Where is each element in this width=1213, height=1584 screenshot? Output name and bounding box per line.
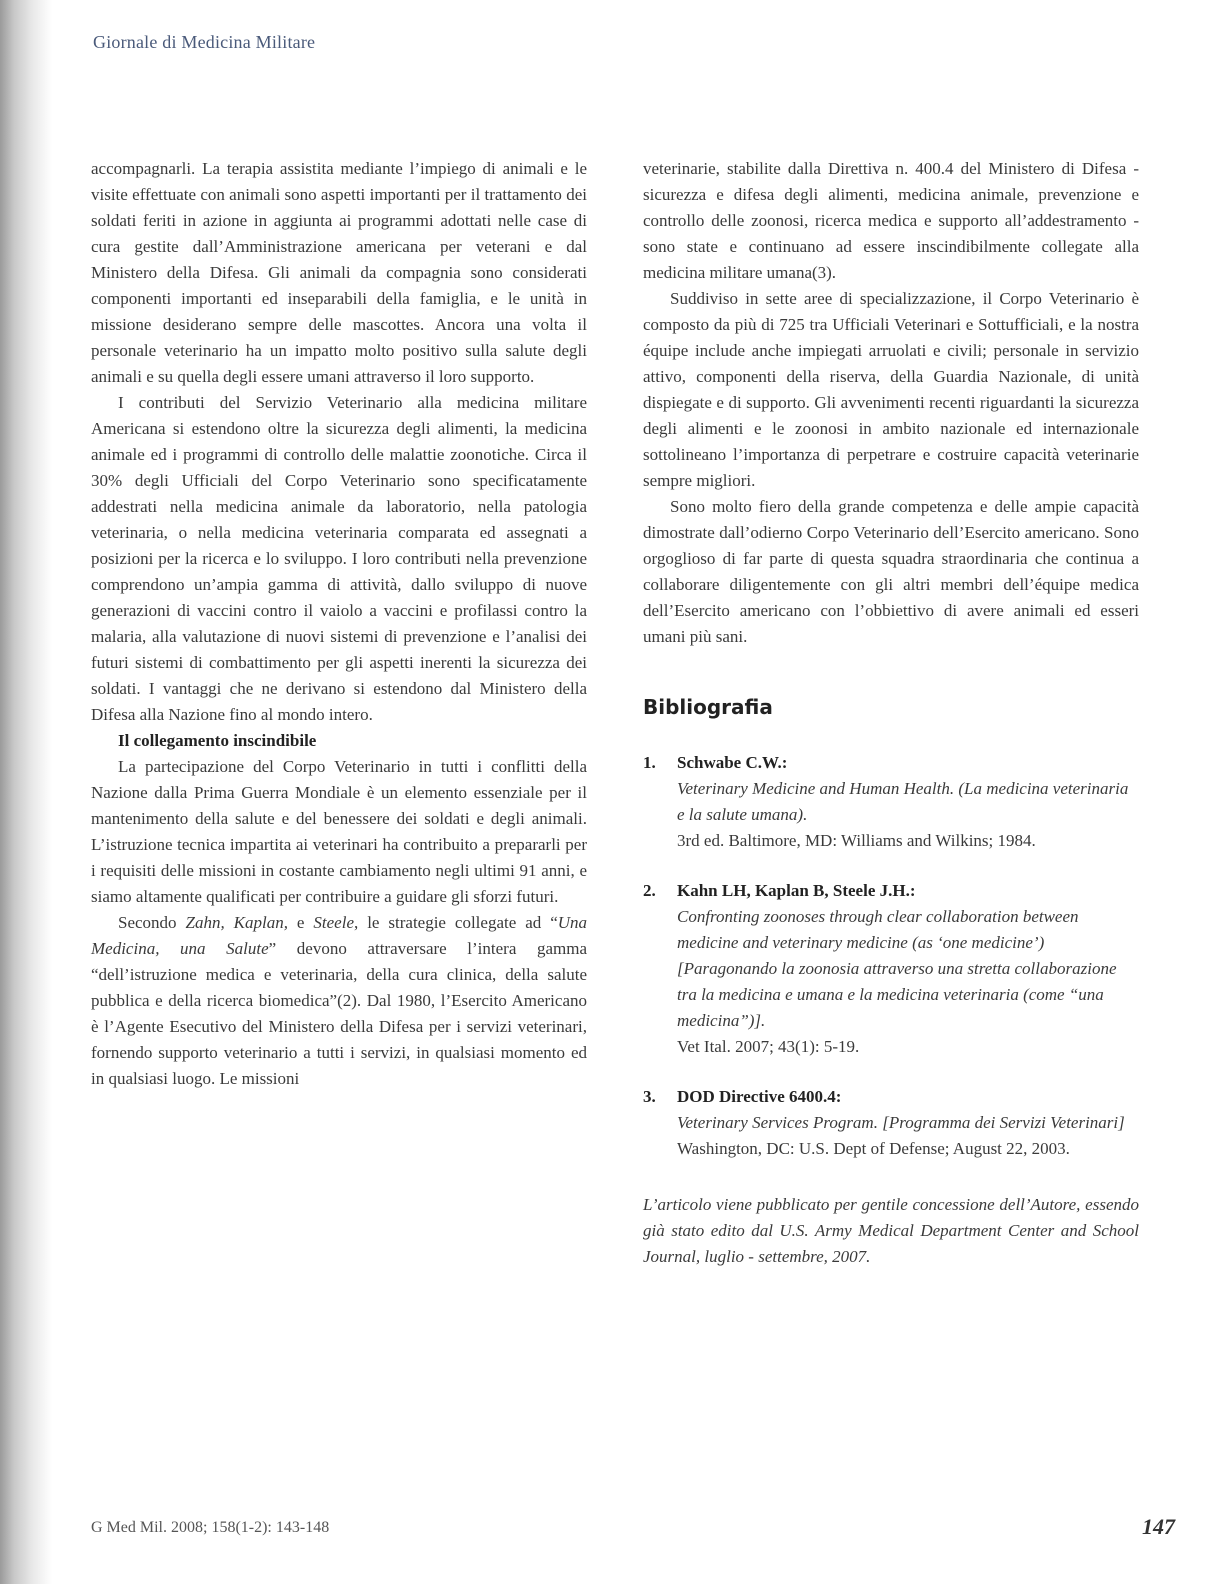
reference-authors: DOD Directive 6400.4: [677,1087,842,1106]
reference-title: Veterinary Services Program. [Programma dei Servizi Veterinari] [677,1113,1125,1132]
body-paragraph: Sono molto fiero della grande competenza e delle ampie capacità dimostrate dall’odierno Corpo Veterinario dell’Esercito americano. Sono orgoglioso di far parte di questa squadra straordinaria che continua a collaborare diligentemente con gli altri membri dell’équipe medica dell’Esercito americano con l’obbiettivo di avere animali ed esseri umani più sani. [643,497,1139,646]
text-run: Secondo [118,913,186,932]
reference-title: Veterinary Medicine and Human Health. (La medicina veterinaria e la salute umana). [677,779,1129,824]
reference-item [643,878,1139,1060]
reference-number: 1. [643,753,656,772]
publication-note: L’articolo viene pubblicato per gentile concessione dell’Autore, essendo già stato edito dal U.S. Army Medical Department Center and School Journal, luglio - settembre, 2007. [643,1195,1139,1266]
reference-source: Vet Ital. 2007; 43(1): 5-19. [677,1037,860,1056]
right-column [643,156,1139,1270]
footer-citation: G Med Mil. 2008; 158(1-2): 143-148 [91,1519,330,1536]
reference-title: Confronting zoonoses through clear collaboration between medicine and veterinary medicine (as ‘one medicine’) [Paragonando la zoonosia attraverso una stretta collaborazione tra la medicina e umana e la medicina veterinaria (come “una medicina”)]. [677,907,1117,1030]
body-paragraph: I contributi del Servizio Veterinario alla medicina militare Americana si estendono oltre la sicurezza degli alimenti, la medicina animale ed i programmi di controllo delle malattie zoonotiche. Circa il 30% degli Ufficiali del Corpo Veterinario sono specificatamente addestrati nella medicina animale da laboratorio, nella patologia veterinaria, o nella medicina veterinaria comparata ed assegnati a posizioni per la ricerca e lo sviluppo. I loro contributi nella prevenzione comprendono un’ampia gamma di attività, dallo sviluppo di nuove generazioni di vaccini contro il vaiolo a vaccini e profilassi contro la malaria, alla valutazione di nuovi sistemi di prevenzione e l’analisi dei futuri sistemi di combattimento per gli aspetti inerenti la sicurezza dei soldati. I vantaggi che ne derivano si estendono dal Ministero della Difesa alla Nazione fino al mondo intero. [91,393,587,724]
body-paragraph-with-citation [91,910,587,1092]
running-head-journal-title: Giornale di Medicina Militare [93,32,316,52]
author-names: Zahn, Kaplan, [185,913,288,932]
book-spine-shadow [0,0,52,1584]
reference-item [643,1084,1139,1162]
text-run: , le strategie collegate ad “ [354,913,558,932]
reference-authors: Kahn LH, Kaplan B, Steele J.H.: [677,881,916,900]
body-paragraph: veterinarie, stabilite dalla Direttiva n. 400.4 del Ministero di Difesa - sicurezza e difesa degli alimenti, medicina animale, prevenzione e controllo delle zoonosi, ricerca medica e supporto all’addestramento - sono state e continuano ad essere inscindibilmente collegate alla medicina militare umana(3). [643,159,1139,282]
reference-authors: Schwabe C.W.: [677,753,788,772]
body-paragraph: accompagnarli. La terapia assistita mediante l’impiego di animali e le visite effettuate con animali sono aspetti importanti per il trattamento dei soldati feriti in azione in aggiunta ai programmi adottati nelle case di cura gestite dall’Amministrazione americana per veterani e dal Ministero della Difesa. Gli animali da compagnia sono considerati componenti importanti ed inseparabili della famiglia, e le unità in missione desiderano sempre delle mascottes. Ancora una volta il personale veterinario ha un impatto molto positivo sulla salute degli animali e su quella degli essere umani attraverso il loro supporto. [91,159,587,386]
author-name: Steele [313,913,354,932]
quoted-motto: Una Medicina, una Salute [91,913,588,958]
reference-source: 3rd ed. Baltimore, MD: Williams and Wilkins; 1984. [677,831,1036,850]
reference-number: 2. [643,881,656,900]
reference-item [643,750,1139,854]
body-paragraph: Suddiviso in sette aree di specializzazione, il Corpo Veterinario è composto da più di 725 tra Ufficiali Veterinari e Sottufficiali, e la nostra équipe include anche impiegati arruolati e civili; personale in servizio attivo, componenti della riserva, della Guardia Nazionale, di unità dispiegate e di supporto. Gli avvenimenti recenti riguardanti la sicurezza degli alimenti e le zoonosi in ambito nazionale ed internazionale sottolineano l’importanza di perpetrare e costruire capacità veterinarie sempre migliori. [643,289,1139,490]
section-heading: Il collegamento inscindibile [118,731,317,750]
left-column [91,156,587,1092]
page-number: 147 [1142,1514,1175,1539]
text-run: ” devono attraversare l’intera gamma “dell’istruzione medica e veterinaria, della cura clinica, della salute pubblica e della ricerca biomedica”(2). Dal 1980, l’Esercito Americano è l’Agente Esecutivo del Ministero della Difesa per i servizi veterinari, fornendo supporto veterinario a tutti i servizi, in qualsiasi momento ed in qualsiasi luogo. Le missioni [91,939,587,1088]
reference-number: 3. [643,1087,656,1106]
body-paragraph: La partecipazione del Corpo Veterinario in tutti i conflitti della Nazione dalla Prima Guerra Mondiale è un elemento essenziale per il mantenimento della salute e del benessere dei soldati e degli animali. L’istruzione tecnica impartita ai veterinari ha contribuito a prepararli per i requisiti delle missioni in costante cambiamento negli ultimi 91 anni, e siamo altamente qualificati per contribuire a guidare gli sforzi futuri. [91,757,587,906]
bibliography-heading: Bibliografia [643,695,773,719]
reference-source: Washington, DC: U.S. Dept of Defense; August 22, 2003. [677,1139,1070,1158]
text-run: e [287,913,314,932]
